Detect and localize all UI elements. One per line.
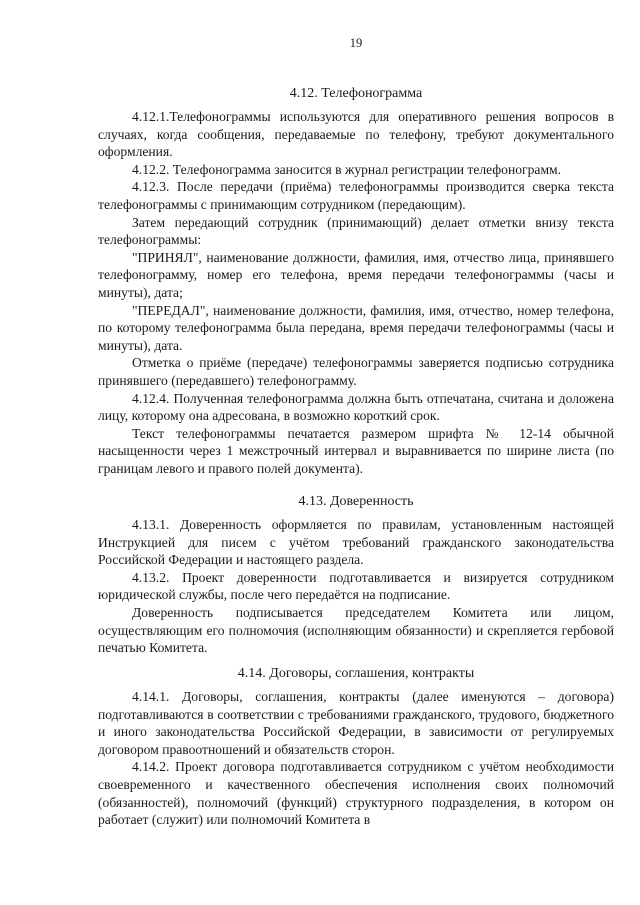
paragraph: 4.13.1. Доверенность оформляется по правилам, установленным настоящей Инструкцией для писем с учётом требований гражданского законодательства Российской Федерации и настоящего раздела.	[98, 517, 614, 568]
paragraph: 4.14.1. Договоры, соглашения, контракты (далее именуются – договора) подготавливаются в соответствии с требованиями гражданского, трудового, бюджетного и иного законодательства Российской Федерации, в зависимости от регулируемых договором правоотношений и обязательств сторон.	[98, 689, 614, 757]
paragraph: 4.12.2. Телефонограмма заносится в журнал регистрации телефонограмм.	[132, 161, 562, 177]
paragraph: "ПЕРЕДАЛ", наименование должности, фамилия, имя, отчество, номер телефона, по которому телефонограмма была передана, время передачи телефонограммы (часы и минуты), дата.	[98, 302, 614, 353]
section-telephonogram	[98, 85, 614, 477]
paragraph: 4.14.2. Проект договора подготавливается сотрудником с учётом необходимости своевременного и качественного обеспечения исполнения своих полномочий (обязанностей), полномочий (функций) структурного подразделения, в котором он работает (служит) или полномочий Комитета в	[98, 759, 614, 828]
paragraph: 4.13.2. Проект доверенности подготавливается и визируется сотрудником юридической службы, после чего передаётся на подписание.	[98, 569, 614, 603]
paragraph: 4.12.4. Полученная телефонограмма должна быть отпечатана, считана и доложена лицу, которому она адресована, в возможно короткий срок.	[98, 390, 614, 424]
paragraph: 4.12.3. После передачи (приёма) телефонограммы производится сверка текста телефонограммы с принимающим сотрудником (передающим).	[98, 179, 614, 212]
paragraph: 4.12.1.Телефонограммы используются для оперативного решения вопросов в случаях, когда сообщения, передаваемые по телефону, требуют документального оформления.	[98, 109, 614, 160]
section-heading: 4.13. Доверенность	[298, 494, 414, 509]
paragraph: Доверенность подписывается председателем Комитета или лицом, осуществляющим его полномочия (исполняющим обязанности) и скрепляется гербовой печатью Комитета.	[98, 604, 614, 656]
section-power-of-attorney	[98, 493, 614, 657]
paragraph: Текст телефонограммы печатается размером шрифта № 12-14 обычной насыщенности через 1 межстрочный интервал и выравнивается по ширине листа (по границам левого и правого полей документа).	[98, 425, 614, 476]
section-contracts	[98, 665, 614, 829]
section-heading: 4.12. Телефонограмма	[289, 86, 423, 101]
paragraph: "ПРИНЯЛ", наименование должности, фамилия, имя, отчество лица, принявшего телефонограмму, номер его телефона, время передачи телефонограммы (часы и минуты), дата;	[98, 249, 614, 300]
section-heading: 4.14. Договоры, соглашения, контракты	[237, 666, 475, 681]
paragraph: Отметка о приёме (передаче) телефонограммы заверяется подписью сотрудника принявшего (передавшего) телефонограмму.	[98, 355, 614, 388]
page-number: 19	[349, 36, 363, 50]
paragraph: Затем передающий сотрудник (принимающий) делает отметки внизу текста телефонограммы:	[98, 214, 614, 248]
